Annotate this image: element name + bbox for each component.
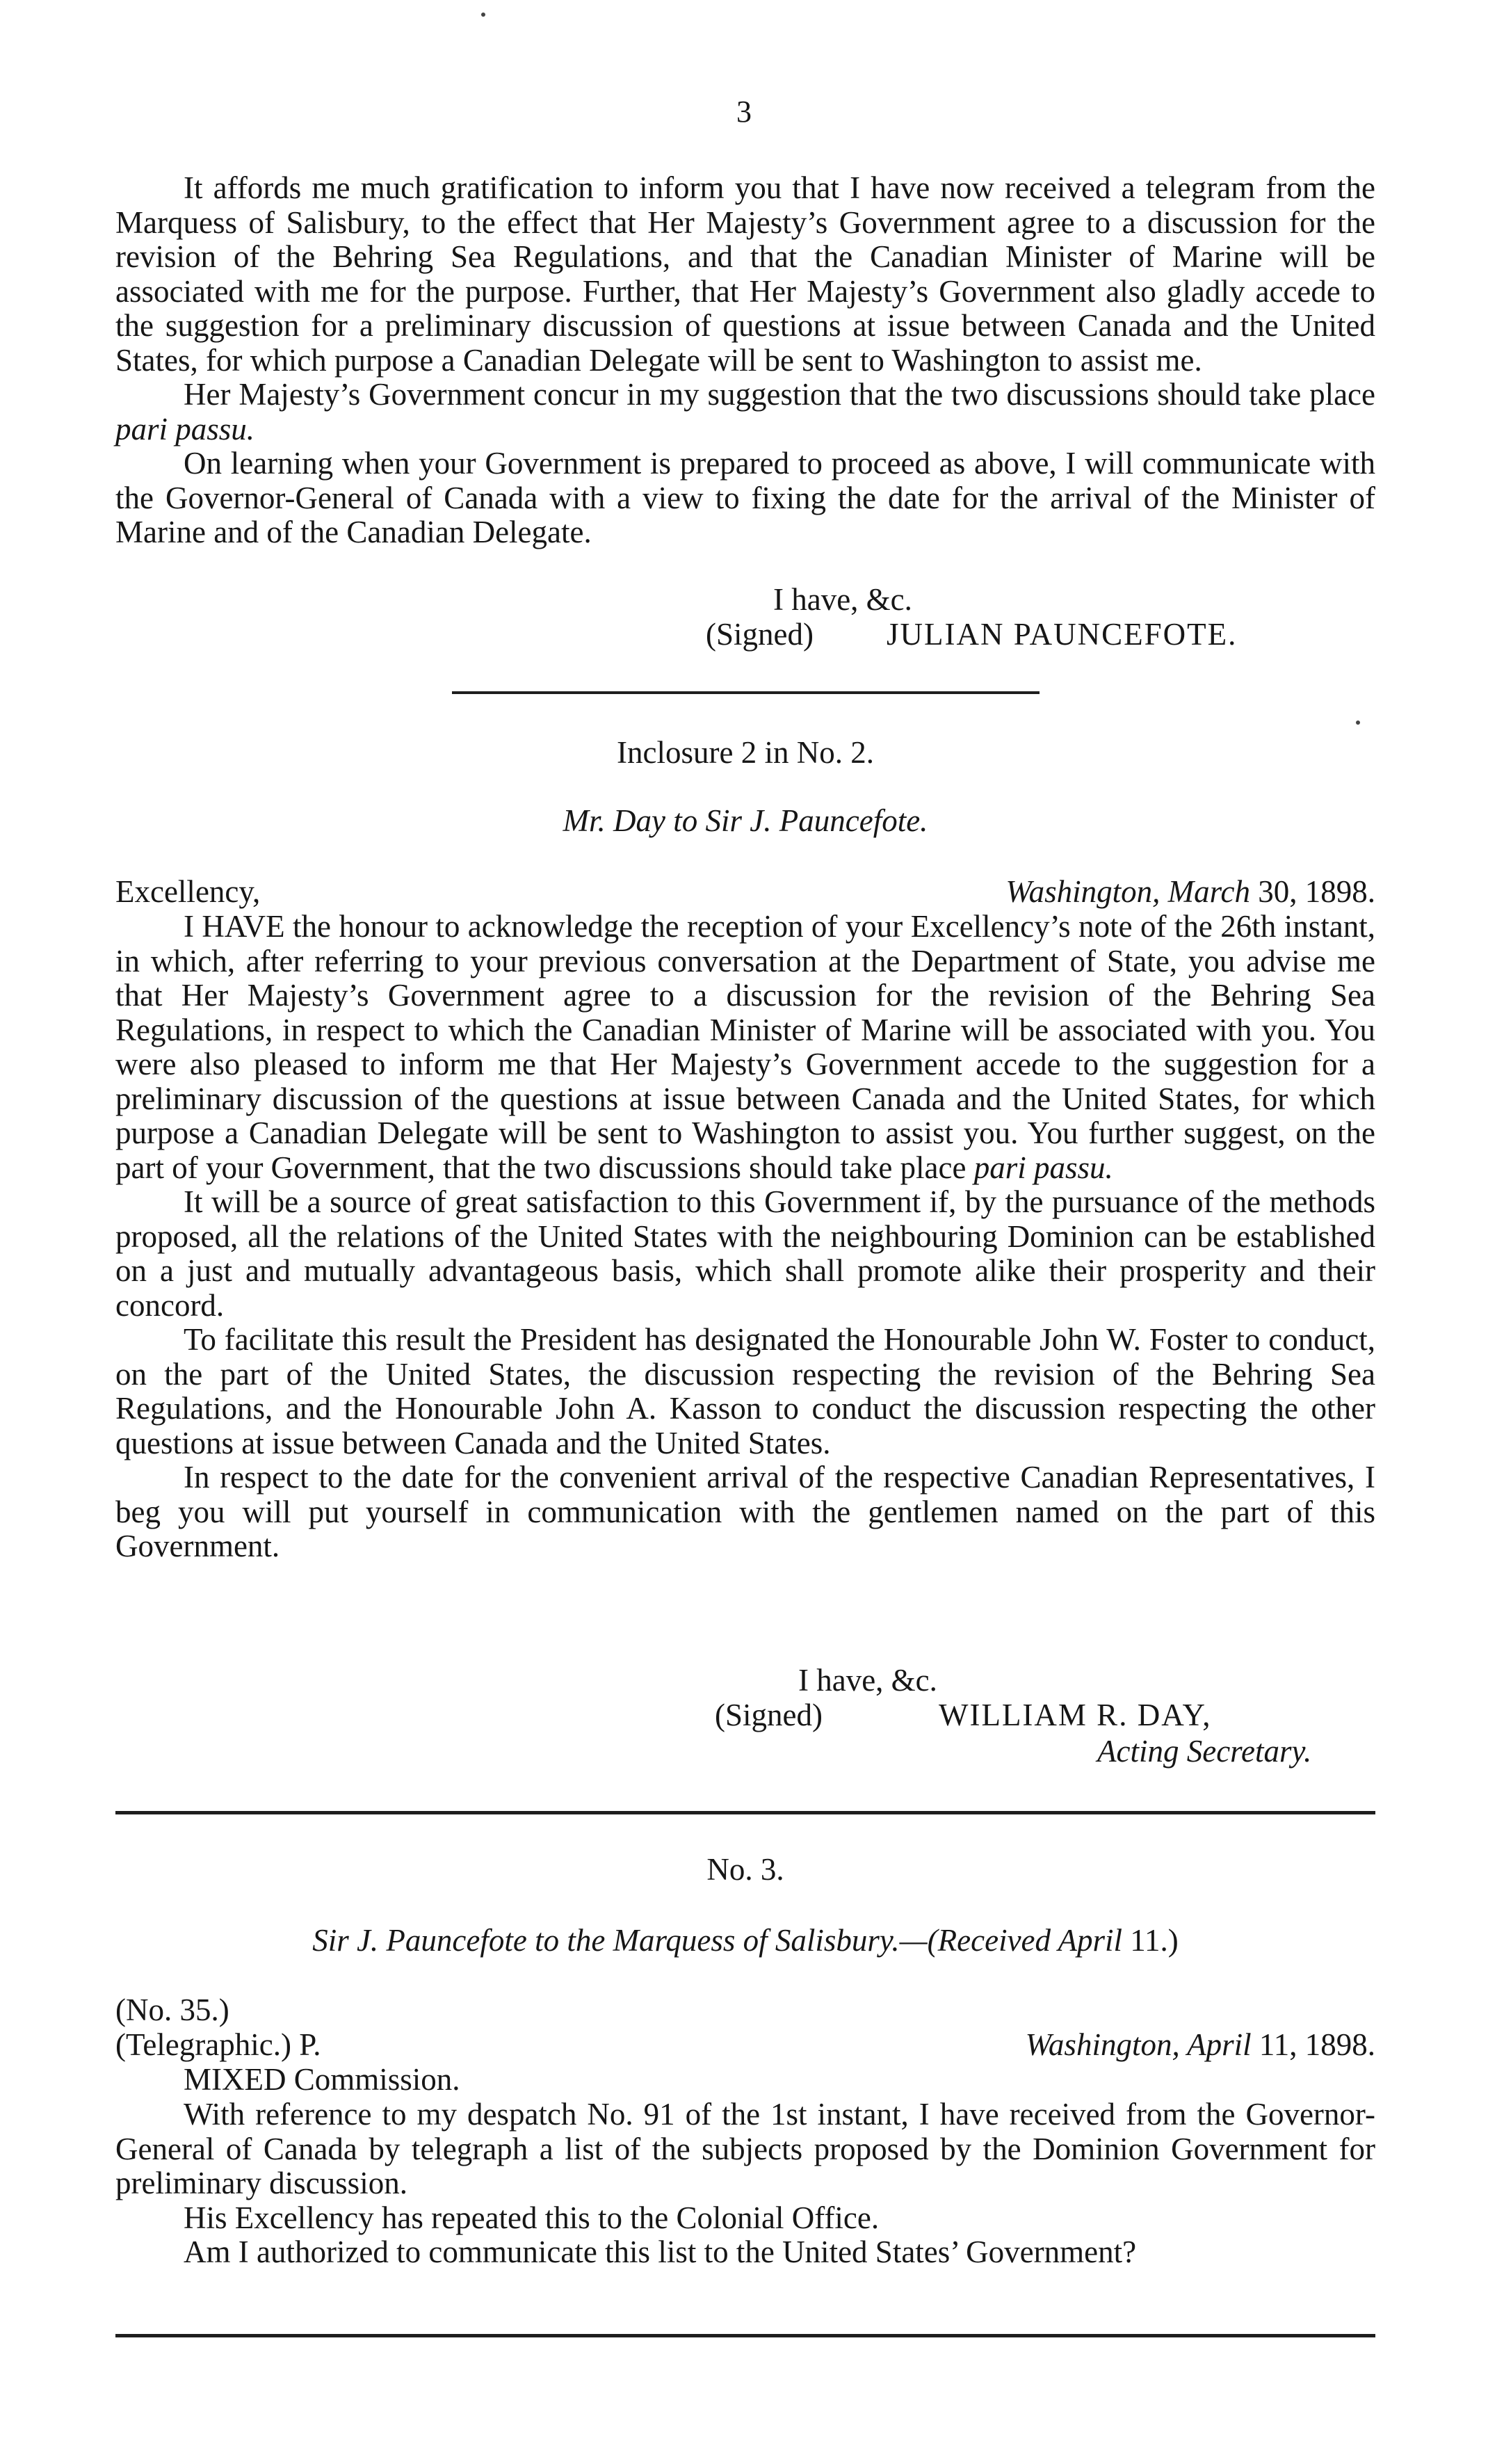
section-divider-short (452, 691, 1040, 694)
no3-paragraph: Am I authorized to communicate this list to the United States’ Government? (184, 2234, 1137, 2269)
inclosure-paragraph: It will be a source of great satisfaction to this Government if, by the pursuance of the methods proposed, all the relations of the United States with the neighbouring Dominion can be established on a just and mutually advantageous basis, which shall promote alike their prosperity and their concord. (115, 1184, 1375, 1323)
letter1-paragraph (115, 378, 1375, 446)
inclosure-signatory-title: Acting Secretary. (1097, 1734, 1312, 1769)
no3-heading: No. 3. (706, 1852, 784, 1887)
scan-speck (1356, 720, 1360, 725)
letter1-paragraph: It affords me much gratification to inform you that I have now received a telegram from the Marquess of Salisbury, to the effect that Her Majesty’s Government agree to a discussion for the revision of the Behring Sea Regulations, and that the Canadian Minister of Marine will be associated with me for the purpose. Further, that Her Majesty’s Government also gladly accede to the suggestion for a preliminary discussion of questions at issue between Canada and the United States, for which purpose a Canadian Delegate will be sent to Washington to assist me. (115, 170, 1375, 378)
letter1-signatory: JULIAN PAUNCEFOTE. (887, 617, 1238, 652)
inclosure-paragraph: In respect to the date for the convenient arrival of the respective Canadian Representatives, I beg you will put yourself in communication with the gentlemen named on the part of this Government. (115, 1460, 1375, 1563)
no3-subject: MIXED Commission. (184, 2062, 460, 2097)
inclosure-paragraph (115, 910, 1375, 1185)
letter1-paragraph-text: Her Majesty’s Government concur in my suggestion that the two discussions should take place (184, 377, 1375, 412)
no3-ref-number: (No. 35.) (115, 1992, 229, 2027)
place: Washington, March (1005, 874, 1250, 909)
latin-phrase: pari passu. (115, 411, 255, 446)
letter1-body (115, 171, 1375, 550)
inclosure-paragraph-text: I HAVE the honour to acknowledge the reception of your Excellency’s note of the 26th instant, in which, after referring to your previous conversation at the Department of State, you advise me that Her Majesty’s Government agree to a discussion for the revision of the Behring Sea Regulations, in respect to which the Canadian Minister of Marine will be associated with you. You were also pleased to inform me that Her Majesty’s Government accede to the suggestion for a preliminary discussion of the questions at issue between Canada and the United States, for which purpose a Canadian Delegate will be sent to Washington to assist you. You further suggest, on the part of your Government, that the two discussions should take place (115, 909, 1375, 1185)
page-end-divider (115, 2334, 1375, 2337)
no3-subheading-text: Sir J. Pauncefote to the Marquess of Salisbury.—(Received April (312, 1923, 1122, 1958)
letter1-paragraph: On learning when your Government is prepared to proceed as above, I will communicate with the Governor-General of Canada with a view to fixing the date for the arrival of the Minister of Marine and of the Canadian Delegate. (115, 446, 1375, 549)
inclosure-heading: Inclosure 2 in No. 2. (617, 735, 874, 770)
salutation: Excellency, (115, 874, 261, 909)
place-date (1005, 875, 1375, 910)
no3-paragraph: His Excellency has repeated this to the Colonial Office. (184, 2200, 880, 2235)
no3-subheading-end: 11.) (1130, 1923, 1179, 1958)
inclosure-signatory: WILLIAM R. DAY, (939, 1698, 1212, 1732)
inclosure-dateline (115, 875, 1375, 910)
no3-body (115, 2097, 1375, 2270)
date: 30, 1898. (1258, 874, 1375, 909)
no3-paragraph: With reference to my despatch No. 91 of the 1st instant, I have received from the Governor-General of Canada by telegraph a list of the subjects proposed by the Dominion Government for preliminary discussion. (115, 2097, 1375, 2200)
scan-speck (481, 13, 485, 17)
inclosure-body (115, 910, 1375, 1564)
inclosure-paragraph: To facilitate this result the President has designated the Honourable John W. Foster to conduct, on the part of the United States, the discussion respecting the revision of the Behring Sea Regulations, and the Honourable John A. Kasson to conduct the discussion respecting the other questions at issue between Canada and the United States. (115, 1322, 1375, 1460)
no3-dateline (115, 2028, 1375, 2063)
letter1-closing: I have, &c. (773, 582, 912, 617)
letter1-signed-label: (Signed) (706, 617, 814, 652)
latin-phrase: pari passu. (973, 1150, 1113, 1185)
date: 11, 1898. (1259, 2027, 1375, 2062)
section-divider-full (115, 1811, 1375, 1814)
no3-subheading (115, 1924, 1375, 1958)
inclosure-closing: I have, &c. (798, 1663, 937, 1698)
inclosure-signed-label: (Signed) (715, 1698, 823, 1732)
inclosure-subheading: Mr. Day to Sir J. Pauncefote. (563, 803, 928, 838)
place: Washington, April (1025, 2027, 1252, 2062)
page-number: 3 (736, 95, 752, 129)
no3-ref-type: (Telegraphic.) P. (115, 2027, 321, 2062)
no3-place-date (1026, 2028, 1375, 2063)
